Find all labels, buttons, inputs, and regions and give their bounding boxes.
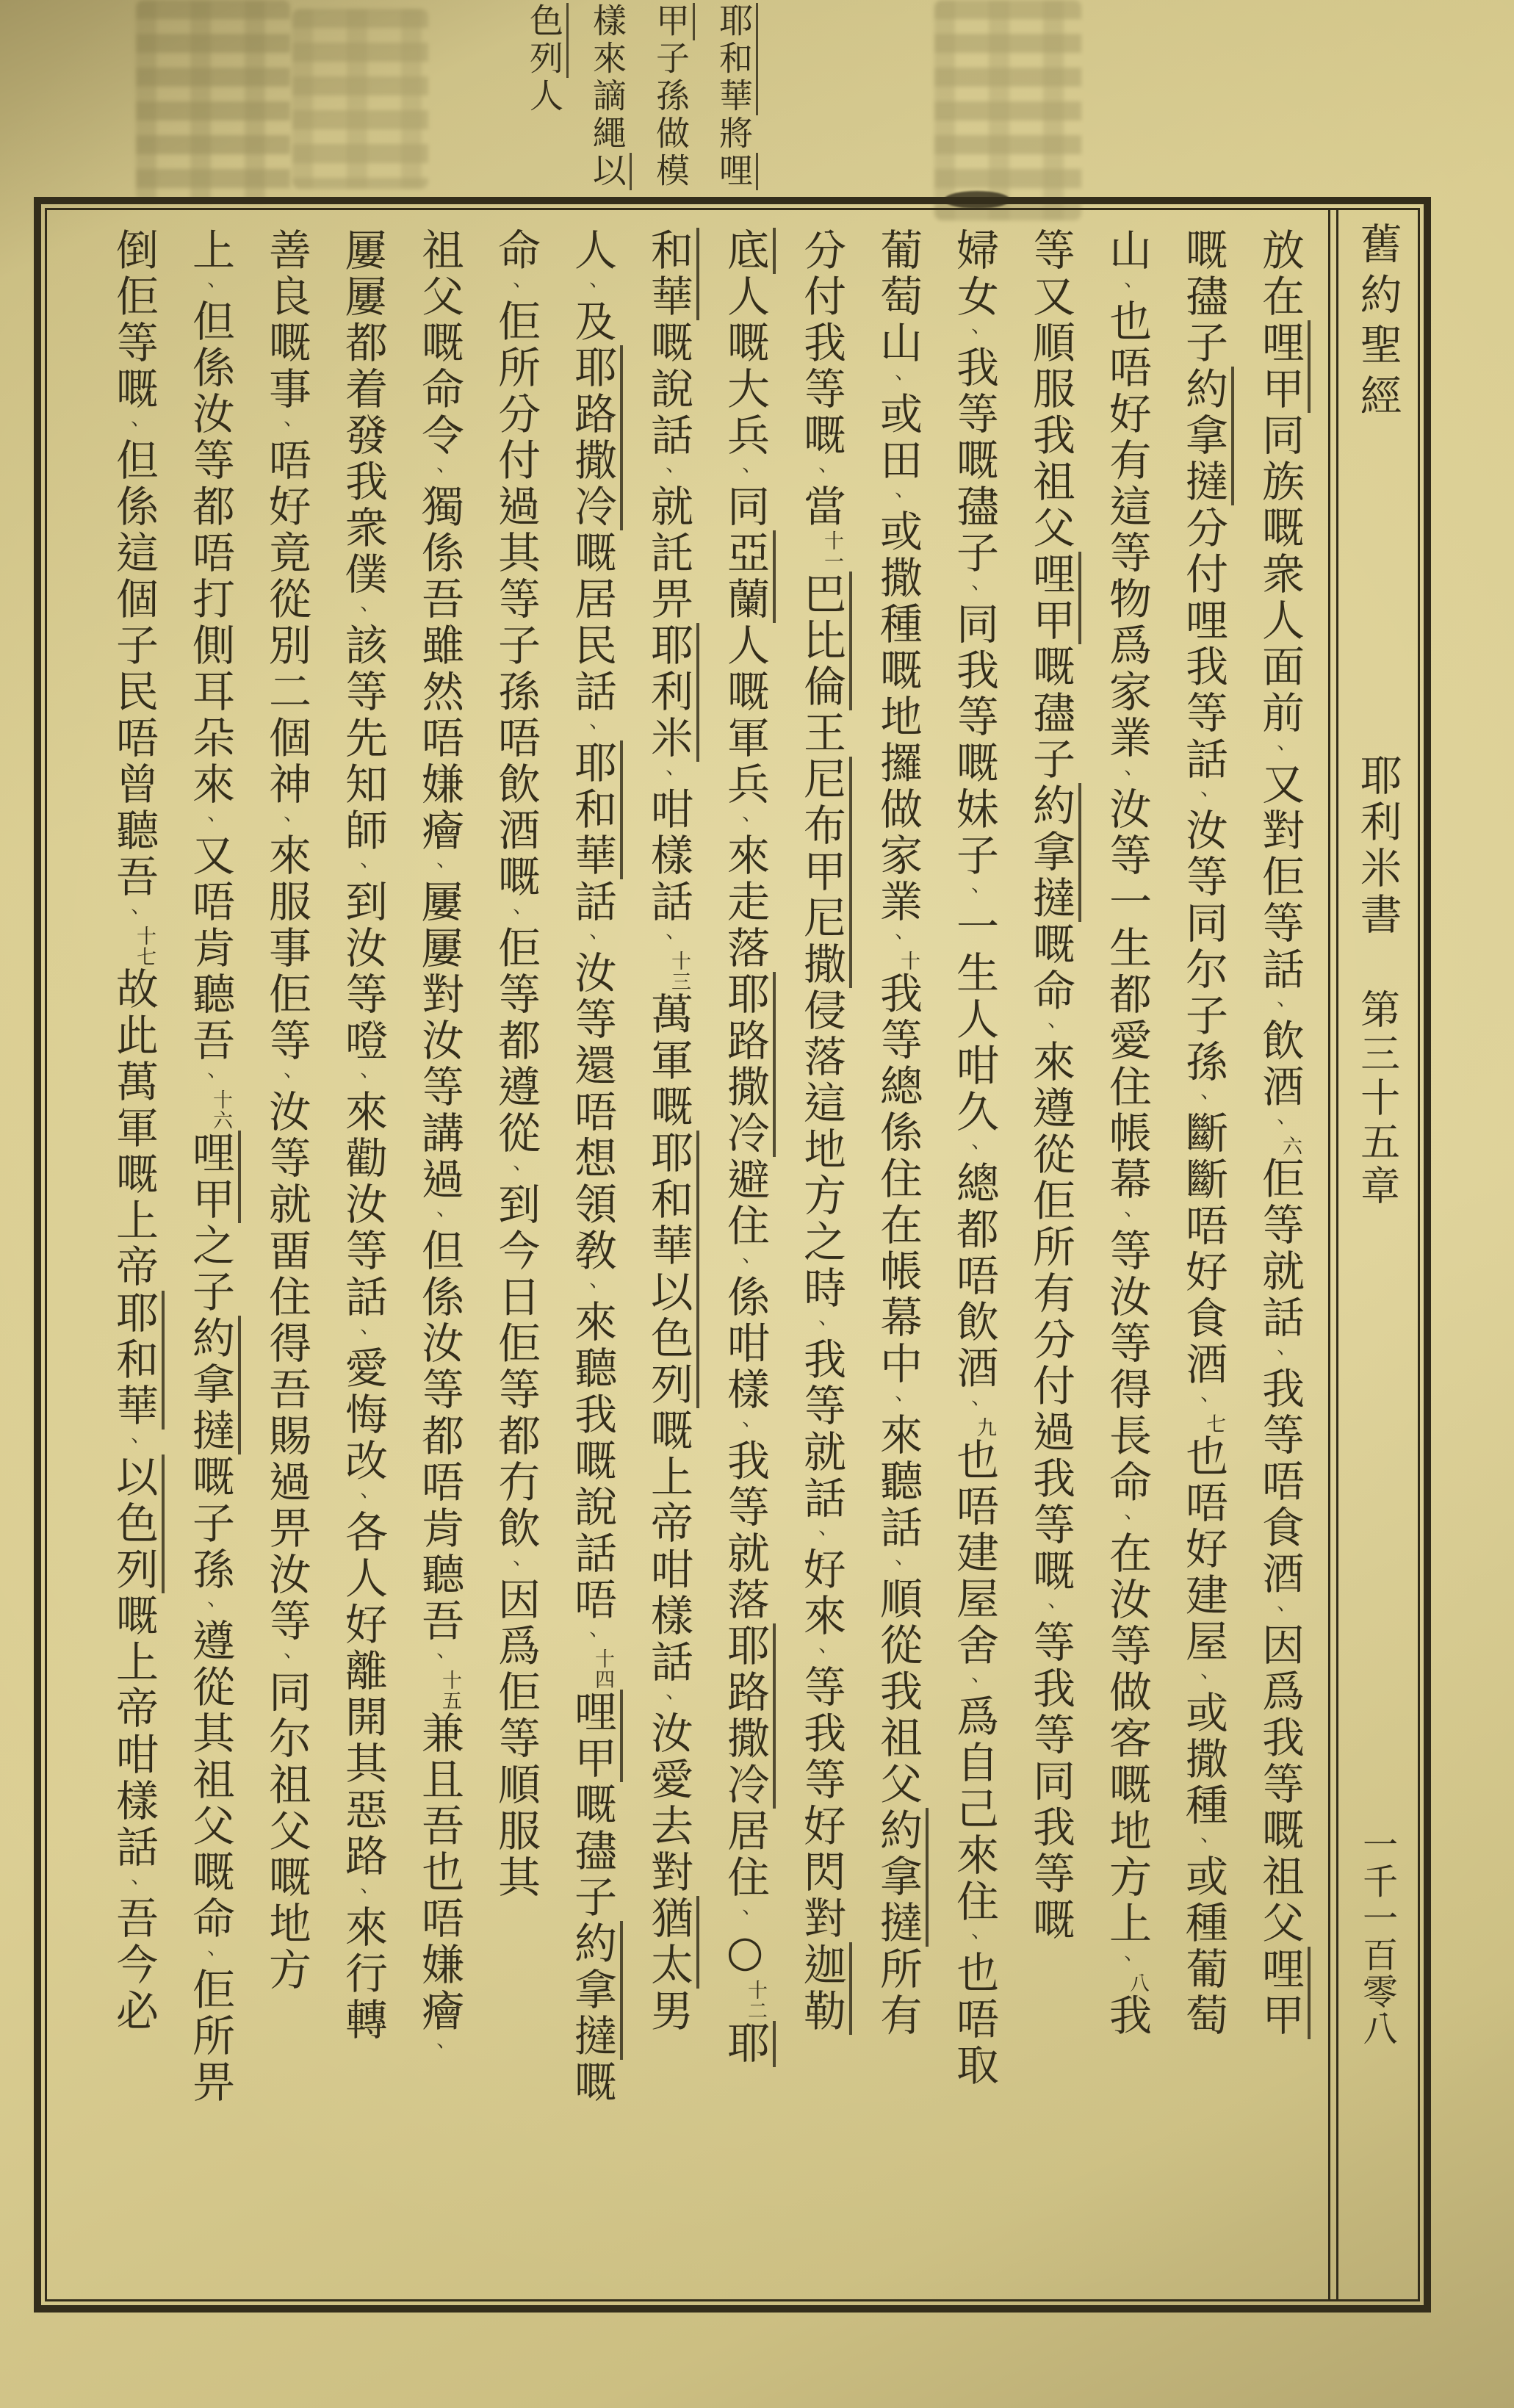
text-column [707, 228, 783, 2285]
punctuation-mark: 、 [503, 901, 528, 926]
text-run: 將 [714, 115, 754, 153]
text-run [109, 1430, 159, 1454]
proper-noun: 猶太 [644, 1896, 699, 1989]
punctuation-mark: 、 [580, 715, 605, 740]
punctuation-mark: 、 [121, 1871, 146, 1896]
proper-noun: 耶和華 [714, 3, 758, 115]
punctuation-mark: 、 [1114, 1506, 1139, 1531]
proper-noun: 以色列 [109, 1454, 165, 1593]
punctuation-mark: 、 [580, 1623, 605, 1648]
punctuation-mark: 、 [1267, 1598, 1292, 1623]
header-summary [513, 3, 765, 195]
proper-noun: 耶路撒冷 [567, 345, 623, 530]
text-run: 之子 [185, 1223, 235, 1316]
punctuation-mark: 、 [350, 854, 375, 879]
punctuation-mark: 、 [656, 459, 681, 484]
text-column [95, 228, 172, 2285]
text-run: 子孫做模 [651, 40, 691, 190]
proper-noun: 耶路撒冷 [720, 972, 776, 1157]
punctuation-mark: 、 [809, 1640, 834, 1665]
punctuation-mark: 、 [350, 1064, 375, 1089]
text-column [325, 228, 401, 2285]
text-column [639, 3, 702, 195]
punctuation-mark: 、 [427, 1645, 452, 1670]
bleed-through-smudge [934, 0, 1081, 220]
proper-noun: 耶和華 [567, 740, 623, 879]
proper-noun: 以 [588, 153, 632, 190]
text-run: 人嘅軍兵、來走落 [720, 623, 770, 972]
text-run: 同族嘅衆人面前、又對佢等話、飲酒、 [1255, 413, 1305, 1136]
text-run: 山、也唔好有這等物爲家業、汝等一生都愛住帳幕、等汝等得長命、在汝等做客嘅地方上、 [1102, 228, 1152, 1972]
punctuation-mark: 、 [198, 808, 223, 833]
verse-number: 九 [973, 1417, 996, 1438]
punctuation-mark: 、 [274, 1064, 299, 1089]
punctuation-mark: 、 [885, 926, 910, 951]
punctuation-mark: 、 [809, 1522, 834, 1547]
text-run: 我 [1102, 1993, 1152, 2039]
proper-noun: 迦勒 [796, 1942, 852, 2035]
text-run: 居住、○ [720, 1809, 770, 1980]
proper-noun: 巴比倫 [796, 572, 852, 710]
text-run: 避住、係咁樣、我等就落 [720, 1157, 770, 1623]
punctuation-mark: 、 [1191, 1829, 1216, 1854]
proper-noun: 約拿撻 [185, 1316, 241, 1454]
punctuation-mark: 、 [885, 1388, 910, 1413]
text-run: 樣來謫繩 [588, 3, 627, 153]
page-number: 一千一百零八 [1356, 1826, 1398, 2047]
text-run: 嘅上帝咁樣話、吾今必 [109, 1593, 159, 2035]
chapter-heading: 第三十五章 [1354, 989, 1401, 1209]
verse-number: 十三 [668, 951, 691, 992]
punctuation-mark: 、 [1191, 1665, 1216, 1690]
punctuation-mark: 、 [732, 1901, 757, 1926]
proper-noun: 以色列 [644, 1269, 699, 1408]
punctuation-mark: 、 [503, 1552, 528, 1577]
verse-number: 七 [1203, 1413, 1225, 1434]
proper-noun: 耶和華 [109, 1291, 165, 1430]
text-run: 人嘅大兵、同 [720, 274, 770, 530]
proper-noun: 色列 [525, 3, 569, 78]
text-run: 所有 [873, 1947, 923, 2039]
punctuation-mark: 、 [503, 274, 528, 299]
text-column [401, 228, 477, 2285]
proper-noun: 哩 [714, 153, 758, 190]
text-column [783, 228, 859, 2285]
punctuation-mark: 、 [656, 1686, 681, 1711]
text-run: 祖父嘅命令、獨係吾雖然唔嫌癐、屢屢對汝等講過、但係汝等都唔肯聽吾、 [414, 228, 464, 1670]
text-column [576, 3, 639, 195]
text-run: 兼且吾也唔嫌癐、 [414, 1711, 464, 2060]
punctuation-mark: 、 [1038, 1595, 1063, 1620]
body-text [47, 210, 1328, 2299]
proper-noun: 哩甲 [567, 1690, 623, 1782]
punctuation-mark: 、 [732, 459, 757, 484]
text-run: 葡萄山、或田、或撒種嘅地攞做家業、 [873, 228, 923, 951]
punctuation-mark: 、 [962, 577, 987, 602]
punctuation-mark: 、 [121, 1430, 146, 1454]
punctuation-mark: 、 [732, 808, 757, 833]
text-run: 佢等就話、我等唔食酒、因爲我等嘅祖父 [1255, 1156, 1305, 1947]
text-column [1012, 228, 1089, 2285]
proper-noun: 和華 [644, 228, 699, 320]
text-run: 男 [644, 1989, 693, 2035]
punctuation-mark: 、 [656, 762, 681, 787]
text-run: 分付我等嘅、當 [796, 228, 846, 530]
proper-noun: 耶和華 [644, 1131, 699, 1269]
proper-noun: 哩甲 [185, 1131, 241, 1223]
text-run: 倒佢等嘅、但係這個子民唔曾聽吾、 [109, 228, 159, 926]
verse-number: 十七 [133, 926, 156, 967]
text-column [513, 3, 576, 195]
punctuation-mark: 、 [580, 926, 605, 951]
verse-number: 六 [1279, 1136, 1302, 1156]
text-run: 嘅孻子 [1025, 644, 1075, 783]
proper-noun: 哩甲 [1255, 1947, 1311, 2039]
text-column [1241, 228, 1318, 2285]
punctuation-mark: 、 [121, 413, 146, 438]
punctuation-mark: 、 [350, 1880, 375, 1905]
proper-noun: 耶路撒冷 [720, 1623, 776, 1809]
proper-noun: 約拿撻 [1178, 367, 1234, 505]
punctuation-mark: 、 [580, 274, 605, 299]
punctuation-mark: 、 [1267, 737, 1292, 762]
punctuation-mark: 、 [885, 367, 910, 392]
book-name: 耶利米書 [1353, 754, 1402, 939]
text-column [477, 228, 554, 2285]
punctuation-mark: 、 [274, 1645, 299, 1670]
proper-noun: 約拿撻 [873, 1808, 929, 1947]
book-title: 舊約聖經 [1353, 222, 1402, 425]
text-run: 嘅上帝咁樣話、汝愛去對 [644, 1408, 693, 1896]
proper-noun: 耶 [720, 2021, 776, 2067]
verse-number: 十一 [821, 530, 843, 572]
text-column [702, 3, 765, 195]
punctuation-mark: 、 [350, 1485, 375, 1510]
text-run: 嘅孻子 [567, 1782, 617, 1921]
proper-noun: 約拿撻 [1025, 783, 1081, 922]
verse-number: 十六 [209, 1089, 232, 1131]
proper-noun: 約拿撻 [567, 1921, 623, 2060]
text-run: 也唔建屋舍、爲自己來住、也唔取 [949, 1438, 999, 2089]
punctuation-mark: 、 [274, 413, 299, 438]
punctuation-mark: 、 [350, 1321, 375, 1346]
text-run: 故此萬軍嘅上帝 [109, 967, 159, 1291]
text-run: 人、及 [567, 228, 617, 345]
text-column [936, 228, 1012, 2285]
punctuation-mark: 、 [885, 484, 910, 509]
punctuation-mark: 、 [1267, 993, 1292, 1018]
text-run: 放在 [1255, 228, 1305, 320]
text-run: 、咁樣話、 [644, 762, 693, 951]
text-run: 侵落這地方之時、我等就話、好來、等我等好閃對 [796, 988, 846, 1942]
punctuation-mark: 、 [809, 459, 834, 484]
punctuation-mark: 、 [732, 1413, 757, 1438]
page-frame [34, 197, 1431, 2313]
punctuation-mark: 、 [1114, 762, 1139, 787]
verse-number: 十二 [744, 1980, 767, 2021]
verse-number: 十五 [439, 1670, 461, 1711]
proper-noun: 尼布甲尼撒 [796, 757, 852, 988]
punctuation-mark: 、 [656, 926, 681, 951]
punctuation-mark: 、 [427, 1203, 452, 1228]
proper-noun: 甲 [651, 3, 695, 40]
verse-number: 十 [897, 951, 920, 971]
text-run: 上、但係汝等都唔打側耳朵來、又唔肯聽吾、 [185, 228, 235, 1089]
bleed-through-smudge [136, 0, 290, 202]
text-run: 萬軍嘅 [644, 992, 693, 1131]
punctuation-mark: 、 [962, 1925, 987, 1950]
punctuation-mark: 、 [1038, 1014, 1063, 1039]
text-run: 話、汝等還唔想領敎、來聽我嘅說話唔、 [567, 879, 617, 1648]
text-column [172, 228, 248, 2285]
text-run: 嘅孻子 [1178, 228, 1228, 367]
punctuation-mark: 、 [962, 1136, 987, 1161]
proper-noun: 哩甲 [1255, 320, 1311, 413]
punctuation-mark: 、 [962, 879, 987, 904]
punctuation-mark: 、 [1267, 1111, 1292, 1136]
text-run: 分付哩我等話、汝等同尔子孫、斷斷唔好食酒、 [1178, 505, 1228, 1413]
bleed-through-smudge [292, 9, 428, 189]
punctuation-mark: 、 [809, 1312, 834, 1337]
punctuation-mark: 、 [198, 1942, 223, 1967]
punctuation-mark: 、 [198, 1593, 223, 1618]
punctuation-mark: 、 [1191, 1086, 1216, 1111]
text-column [248, 228, 325, 2285]
text-run: 也唔好建屋、或撒種、或種葡萄 [1178, 1434, 1228, 2039]
text-run: 婦女、我等嘅孻子、同我等嘅妹子、一生人咁久、總都唔飲酒、 [949, 228, 999, 1417]
text-run: 嘅居民話、 [567, 530, 617, 740]
punctuation-mark: 、 [350, 598, 375, 623]
punctuation-mark: 、 [885, 1551, 910, 1576]
punctuation-mark: 、 [427, 2035, 452, 2060]
proper-noun: 耶利米 [644, 623, 699, 762]
punctuation-mark: 、 [1114, 1203, 1139, 1228]
title-strip [1328, 210, 1418, 2299]
text-column [1165, 228, 1241, 2285]
text-run: 嘅命、來遵從佢所有分付過我等嘅、等我等同我等嘅 [1025, 922, 1075, 1944]
text-column [554, 228, 630, 2285]
verse-number: 十四 [591, 1648, 614, 1690]
punctuation-mark: 、 [1114, 1947, 1139, 1972]
text-run: 嘅 [567, 2060, 617, 2106]
punctuation-mark: 、 [580, 1275, 605, 1299]
punctuation-mark: 、 [198, 1064, 223, 1089]
text-run: 人 [525, 78, 564, 115]
punctuation-mark: 、 [121, 901, 146, 926]
page-frame-inner [45, 208, 1420, 2301]
verse-number: 八 [1126, 1972, 1149, 1993]
text-run: 嘅說話、就託畀 [644, 320, 693, 623]
proper-noun: 亞蘭 [720, 530, 776, 623]
text-run: 嘅子孫、遵從其祖父嘅命、佢所畀 [185, 1454, 235, 2106]
punctuation-mark: 、 [1267, 1341, 1292, 1366]
punctuation-mark: 、 [962, 1669, 987, 1694]
punctuation-mark: 、 [732, 1250, 757, 1275]
punctuation-mark: 、 [427, 854, 452, 879]
punctuation-mark: 、 [1191, 1388, 1216, 1413]
text-run: 王 [796, 710, 846, 757]
text-run: 命、佢所分付過其等子孫唔飲酒嘅、佢等都遵從、到今日佢等都冇飲、因爲佢等順服其 [491, 228, 541, 1901]
punctuation-mark: 、 [274, 808, 299, 833]
punctuation-mark: 、 [503, 1157, 528, 1182]
punctuation-mark: 、 [427, 459, 452, 484]
punctuation-mark: 、 [962, 1392, 987, 1417]
text-run: 我等總係住在帳幕中、來聽話、順從我祖父 [873, 971, 923, 1808]
punctuation-mark: 、 [1191, 783, 1216, 808]
punctuation-mark: 、 [1114, 274, 1139, 299]
text-column [1089, 228, 1165, 2285]
punctuation-mark: 、 [962, 320, 987, 345]
text-run: 善良嘅事、唔好竟從別二個神、來服事佢等、汝等就畱住得吾賜過畀汝等、同尔祖父嘅地方 [262, 228, 311, 1994]
proper-noun: 底 [720, 228, 776, 274]
proper-noun: 哩甲 [1025, 552, 1081, 644]
text-run: 屢屢都着發我衆僕、該等先知師、到汝等噔、來勸汝等話、愛悔改、各人好離開其惡路、來行轉 [338, 228, 388, 2044]
text-run: 等又順服我祖父 [1025, 228, 1075, 552]
text-column [630, 228, 707, 2285]
text-column [859, 228, 936, 2285]
punctuation-mark: 、 [198, 274, 223, 299]
